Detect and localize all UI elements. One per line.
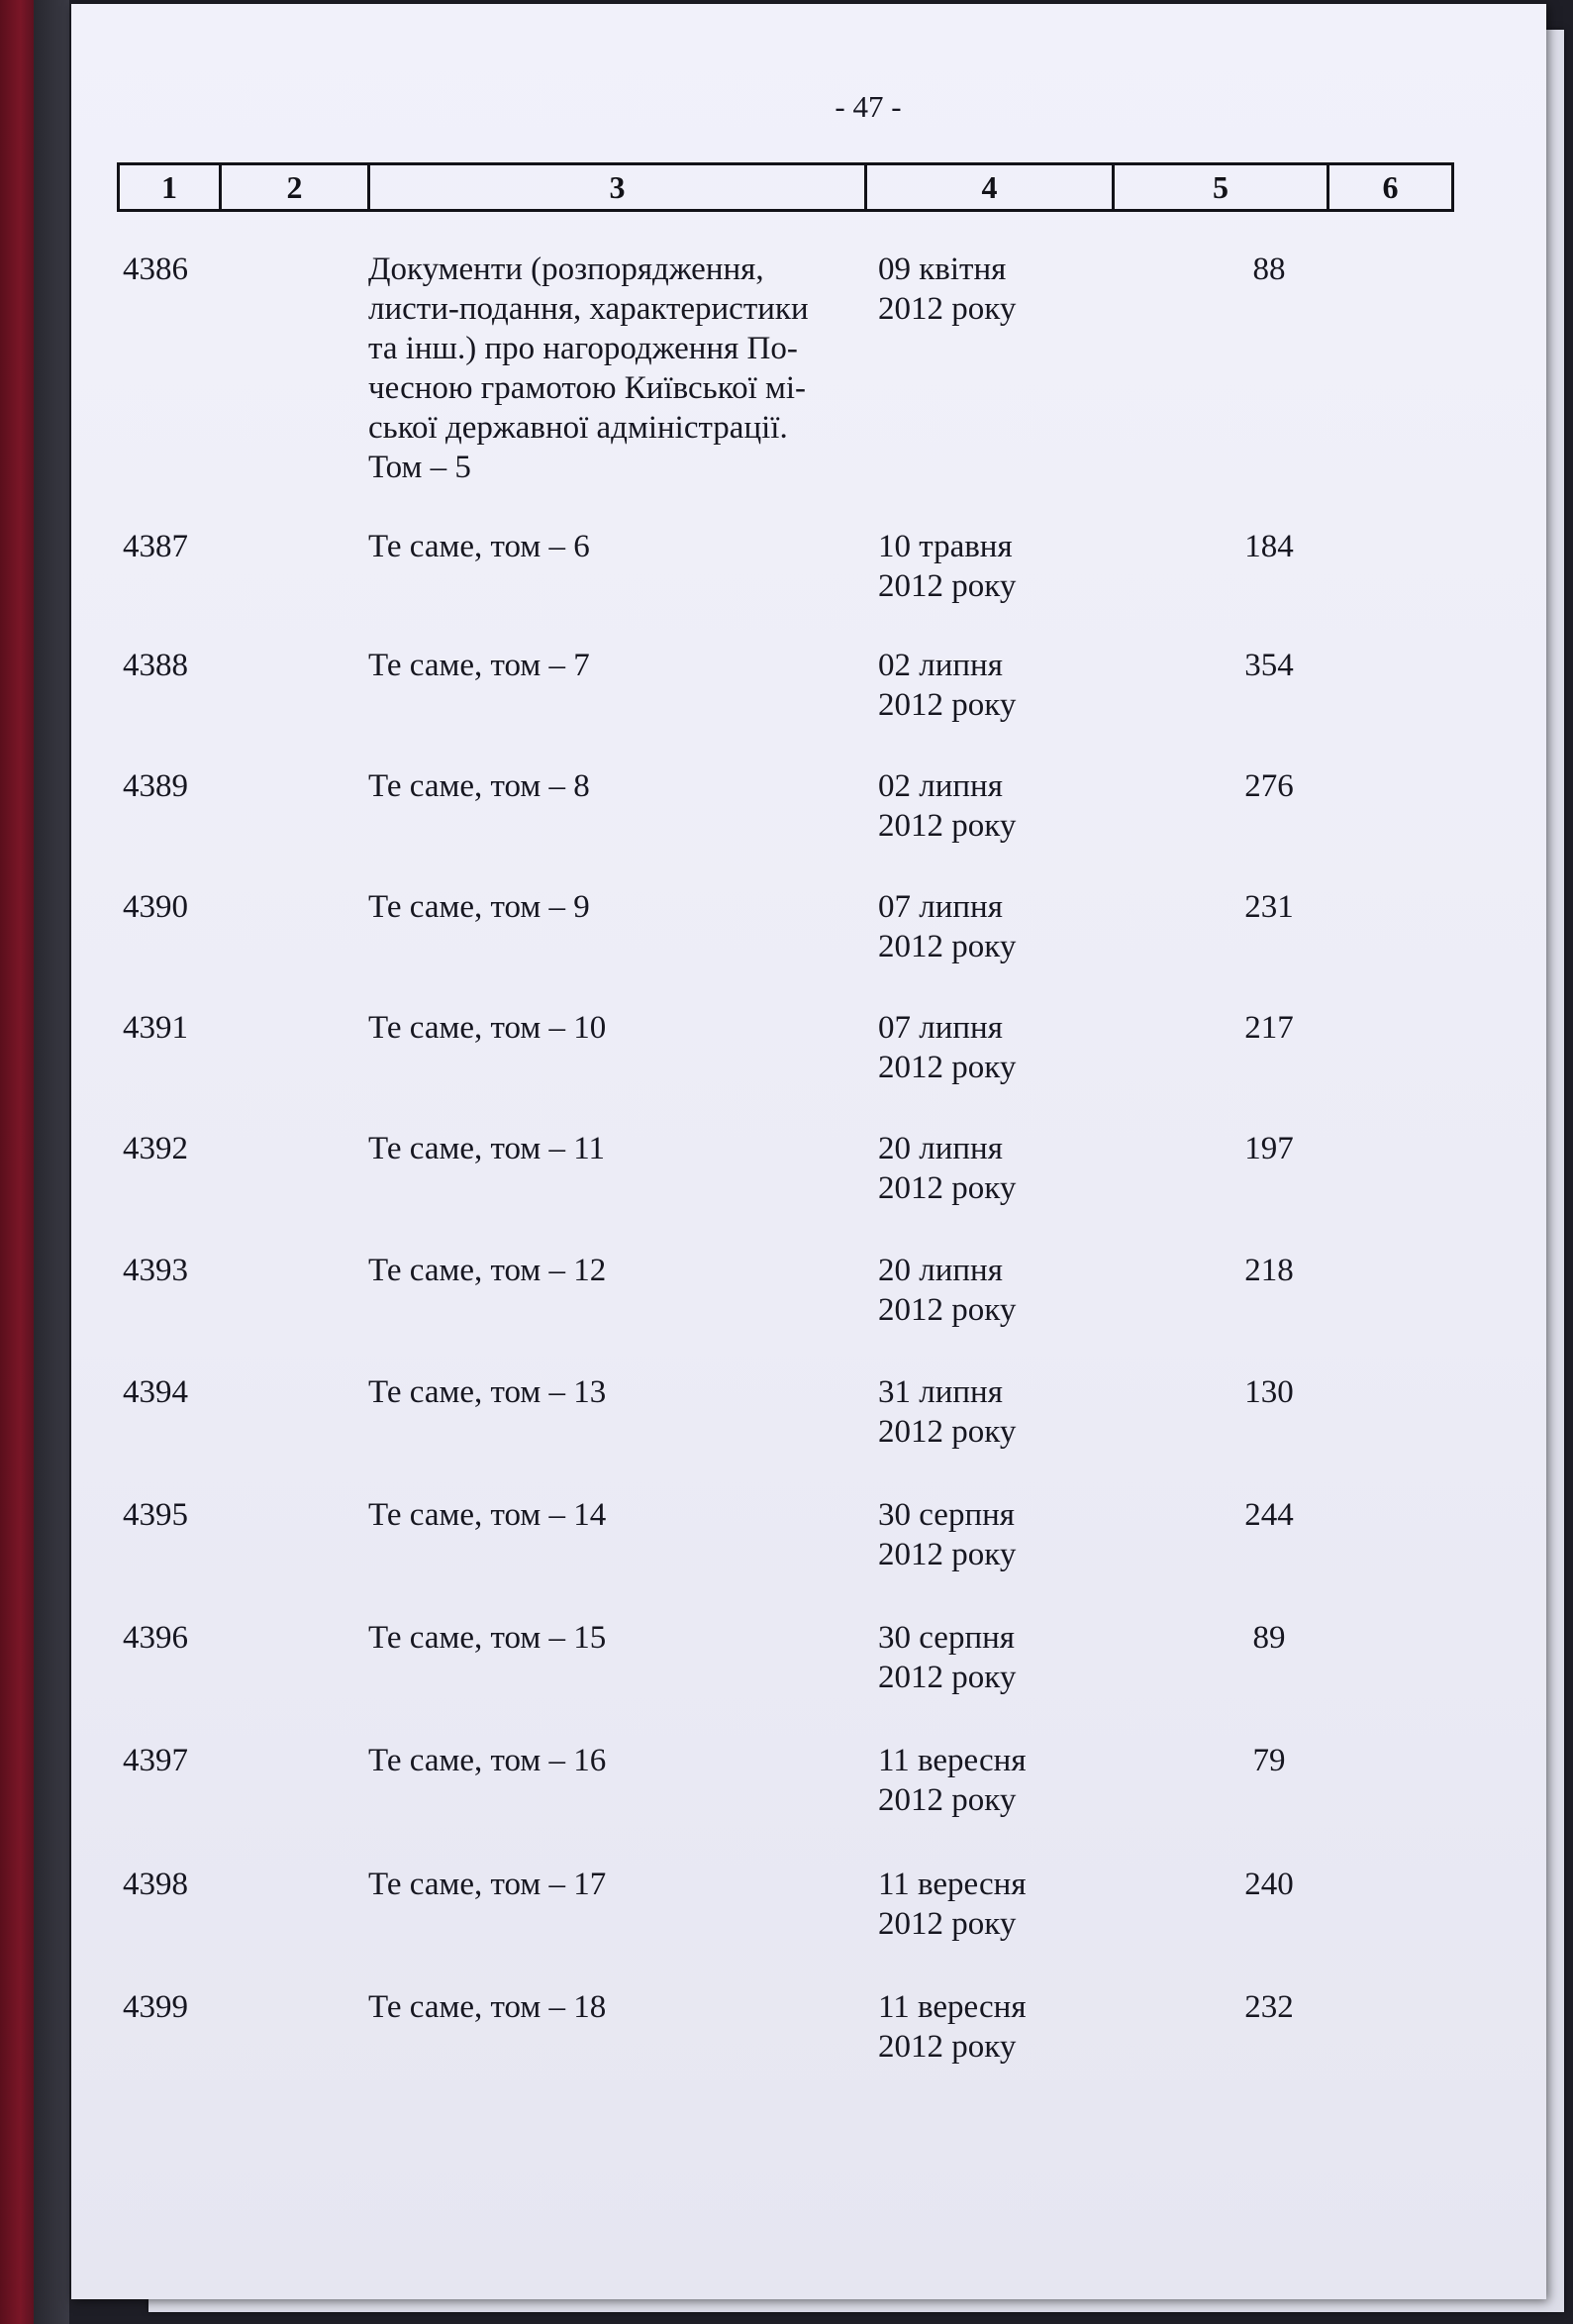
description-line: Те саме, том – 8 [368, 768, 590, 804]
column-header-table [117, 162, 1454, 212]
record-description [368, 646, 883, 685]
description-line: Те саме, том – 11 [368, 1131, 606, 1166]
table-row [71, 1987, 1546, 2096]
record-page-count: 276 [1244, 768, 1294, 804]
record-description [368, 527, 883, 566]
record-date [878, 1129, 1116, 1208]
description-line: Те саме, том – 18 [368, 1989, 607, 2025]
date-line: 2012 року [878, 687, 1017, 723]
date-line: 2012 року [878, 1906, 1017, 1942]
description-line: та інш.) про нагородження По- [368, 331, 798, 366]
record-number: 4397 [123, 1743, 188, 1778]
record-date [878, 1372, 1116, 1452]
record-page-count: 79 [1252, 1743, 1286, 1778]
description-line: Те саме, том – 15 [368, 1620, 607, 1656]
date-line: 2012 року [878, 2029, 1017, 2065]
table-row [71, 1865, 1546, 1973]
record-date [878, 1865, 1116, 1944]
record-description [368, 1372, 883, 1412]
record-number: 4395 [123, 1497, 188, 1533]
record-number: 4396 [123, 1620, 188, 1656]
record-date [878, 1251, 1116, 1330]
page-number: - 47 - [835, 89, 902, 124]
description-line: Те саме, том – 12 [368, 1253, 607, 1288]
description-line: Те саме, том – 13 [368, 1374, 607, 1410]
date-line: 20 липня [878, 1131, 1003, 1166]
header-row [119, 164, 1453, 211]
folder-cover [0, 0, 34, 2324]
record-page-count: 130 [1244, 1374, 1294, 1410]
record-number: 4387 [123, 529, 188, 564]
date-line: 02 липня [878, 768, 1003, 804]
header-col-3: 3 [369, 164, 866, 211]
table-row [71, 527, 1546, 636]
table-row [71, 1495, 1546, 1604]
record-date [878, 1741, 1116, 1820]
date-line: 2012 року [878, 1414, 1017, 1450]
description-line: Те саме, том – 9 [368, 889, 590, 925]
record-date [878, 1495, 1116, 1574]
table-row [71, 1741, 1546, 1850]
description-line: ської державної адміністрації. [368, 410, 788, 446]
record-page-count: 88 [1252, 252, 1286, 287]
description-line: Том – 5 [368, 450, 471, 485]
date-line: 2012 року [878, 1050, 1017, 1085]
date-line: 2012 року [878, 1170, 1017, 1206]
date-line: 07 липня [878, 1010, 1003, 1046]
date-line: 2012 року [878, 1537, 1017, 1572]
record-number: 4386 [123, 252, 188, 287]
record-date [878, 766, 1116, 846]
date-line: 2012 року [878, 1660, 1017, 1695]
header-col-6: 6 [1328, 164, 1453, 211]
table-row [71, 1251, 1546, 1360]
date-line: 2012 року [878, 1782, 1017, 1818]
description-line: Документи (розпорядження, [368, 252, 764, 287]
document-page [71, 4, 1546, 2299]
description-line: чесною грамотою Київської мі- [368, 370, 807, 406]
record-page-count: 184 [1244, 529, 1294, 564]
record-date [878, 646, 1116, 725]
table-row [71, 766, 1546, 875]
date-line: 2012 року [878, 929, 1017, 964]
date-line: 2012 року [878, 291, 1017, 327]
date-line: 20 липня [878, 1253, 1003, 1288]
description-line: Те саме, том – 10 [368, 1010, 607, 1046]
record-number: 4394 [123, 1374, 188, 1410]
record-date [878, 887, 1116, 966]
date-line: 2012 року [878, 808, 1017, 844]
record-description [368, 1741, 883, 1780]
description-line: Те саме, том – 16 [368, 1743, 607, 1778]
record-page-count: 89 [1252, 1620, 1286, 1656]
table-row [71, 1129, 1546, 1238]
description-line: Те саме, том – 14 [368, 1497, 607, 1533]
record-date [878, 250, 1116, 329]
description-line: листи-подання, характеристики [368, 291, 809, 327]
date-line: 2012 року [878, 568, 1017, 604]
date-line: 2012 року [878, 1292, 1017, 1328]
record-number: 4388 [123, 648, 188, 683]
record-description [368, 1008, 883, 1048]
header-col-5: 5 [1114, 164, 1328, 211]
date-line: 31 липня [878, 1374, 1003, 1410]
record-description [368, 250, 883, 487]
description-line: Те саме, том – 17 [368, 1867, 607, 1902]
record-number: 4389 [123, 768, 188, 804]
table-row [71, 250, 1546, 485]
record-description [368, 1865, 883, 1904]
date-line: 30 серпня [878, 1497, 1015, 1533]
table-row [71, 1372, 1546, 1481]
record-page-count: 197 [1244, 1131, 1294, 1166]
date-line: 11 вересня [878, 1867, 1027, 1902]
table-row [71, 1008, 1546, 1117]
record-description [368, 1129, 883, 1168]
record-number: 4398 [123, 1867, 188, 1902]
header-col-1: 1 [119, 164, 221, 211]
record-description [368, 1251, 883, 1290]
date-line: 07 липня [878, 889, 1003, 925]
header-col-4: 4 [866, 164, 1114, 211]
record-description [368, 766, 883, 806]
record-number: 4393 [123, 1253, 188, 1288]
record-date [878, 1987, 1116, 2067]
record-number: 4399 [123, 1989, 188, 2025]
record-page-count: 231 [1244, 889, 1294, 925]
description-line: Те саме, том – 6 [368, 529, 590, 564]
table-row [71, 646, 1546, 755]
record-number: 4391 [123, 1010, 188, 1046]
record-date [878, 1618, 1116, 1697]
date-line: 02 липня [878, 648, 1003, 683]
header-col-2: 2 [221, 164, 369, 211]
record-page-count: 244 [1244, 1497, 1294, 1533]
record-date [878, 1008, 1116, 1087]
table-row [71, 887, 1546, 996]
date-line: 30 серпня [878, 1620, 1015, 1656]
record-page-count: 217 [1244, 1010, 1294, 1046]
record-number: 4390 [123, 889, 188, 925]
date-line: 11 вересня [878, 1743, 1027, 1778]
record-page-count: 218 [1244, 1253, 1294, 1288]
table-row [71, 1618, 1546, 1727]
record-number: 4392 [123, 1131, 188, 1166]
record-page-count: 240 [1244, 1867, 1294, 1902]
description-line: Те саме, том – 7 [368, 648, 590, 683]
date-line: 11 вересня [878, 1989, 1027, 2025]
record-description [368, 887, 883, 927]
record-page-count: 232 [1244, 1989, 1294, 2025]
record-date [878, 527, 1116, 606]
record-description [368, 1987, 883, 2027]
record-description [368, 1618, 883, 1658]
date-line: 10 травня [878, 529, 1013, 564]
record-description [368, 1495, 883, 1535]
date-line: 09 квітня [878, 252, 1007, 287]
record-page-count: 354 [1244, 648, 1294, 683]
